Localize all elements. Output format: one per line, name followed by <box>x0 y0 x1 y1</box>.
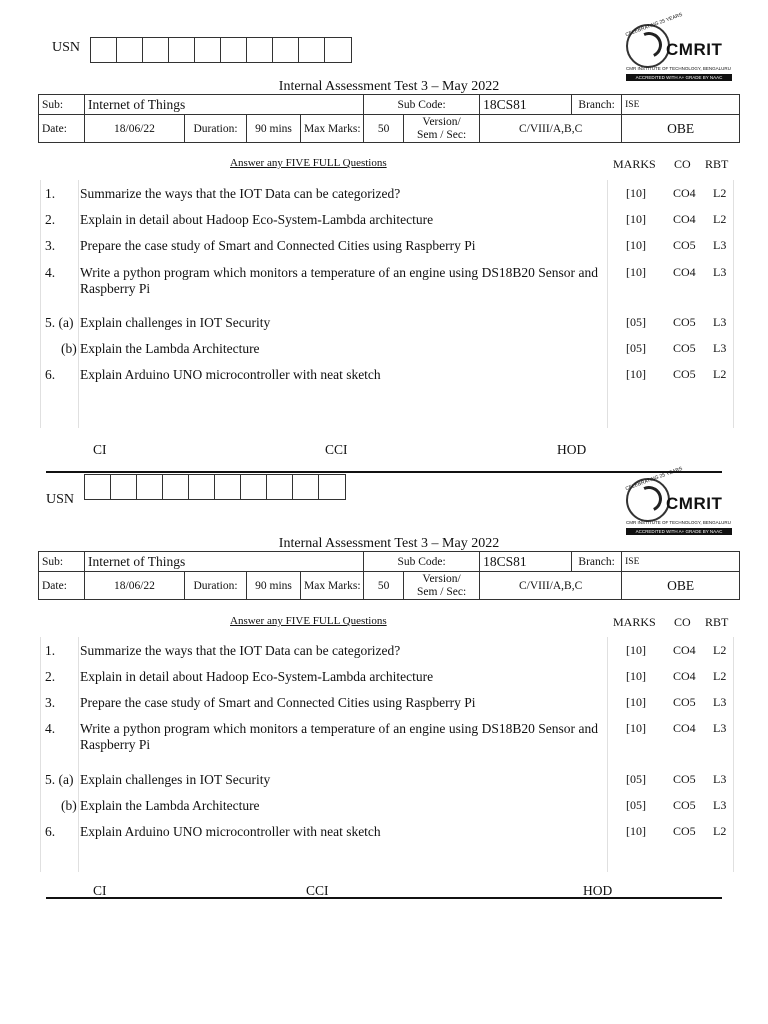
question-text: Write a python program which monitors a temperature of an engine using DS18B20 Sensor and Raspberry Pi <box>80 265 598 296</box>
branch-label: Branch: <box>572 95 622 115</box>
question-rbt: L3 <box>713 341 727 355</box>
usn-digit-box[interactable] <box>247 38 273 62</box>
question-text: Summarize the ways that the IOT Data can be categorized? <box>80 643 401 658</box>
question-rbt: L2 <box>713 643 727 657</box>
question-rbt: L2 <box>713 824 727 838</box>
question-number: 6. <box>45 367 56 382</box>
question-text: Explain the Lambda Architecture <box>80 798 260 813</box>
sem-sec: C/VIII/A,B,C <box>480 572 622 600</box>
question-text: Prepare the case study of Smart and Connected Cities using Raspberry Pi <box>80 238 476 253</box>
exam-info-table <box>38 551 740 600</box>
usn-digit-box[interactable] <box>221 38 247 62</box>
version-label-line2: Sem / Sec: <box>416 128 467 141</box>
marks-header: MARKS <box>613 615 656 629</box>
question-number: 3. <box>45 238 56 253</box>
usn-entry-boxes[interactable] <box>84 474 346 500</box>
rbt-header: RBT <box>705 615 729 629</box>
question-marks: [10] <box>626 669 646 683</box>
question-rbt: L3 <box>713 772 727 786</box>
obe: OBE <box>622 115 740 143</box>
question-text: Summarize the ways that the IOT Data can be categorized? <box>80 186 401 201</box>
test-title: Internal Assessment Test 3 – May 2022 <box>278 79 500 94</box>
question-text: Prepare the case study of Smart and Connected Cities using Raspberry Pi <box>80 695 476 710</box>
question-marks: [10] <box>626 367 646 381</box>
marks-header: MARKS <box>613 157 656 171</box>
max-marks-label: Max Marks: <box>301 572 364 600</box>
exam-date: 18/06/22 <box>85 115 185 143</box>
question-co: CO4 <box>673 643 696 657</box>
branch: ISE <box>622 552 740 572</box>
question-co: CO5 <box>673 824 696 838</box>
version-label-line2: Sem / Sec: <box>416 585 467 598</box>
question-co: CO4 <box>673 212 696 226</box>
usn-digit-box[interactable] <box>241 475 267 499</box>
usn-digit-box[interactable] <box>117 38 143 62</box>
logo-text: CMRIT <box>666 494 723 513</box>
grid-line-marks <box>607 180 608 428</box>
usn-digit-box[interactable] <box>299 38 325 62</box>
logo-tagline: CMR INSTITUTE OF TECHNOLOGY, BENGALURU <box>626 66 731 71</box>
question-number: 3. <box>45 695 56 710</box>
duration-label: Duration: <box>185 572 247 600</box>
question-co: CO5 <box>673 695 696 709</box>
grid-line-left <box>40 637 41 872</box>
grid-line-text <box>78 637 79 872</box>
rbt-header: RBT <box>705 157 729 171</box>
question-number: (b) <box>61 798 77 813</box>
question-marks: [10] <box>626 212 646 226</box>
question-marks: [10] <box>626 721 646 735</box>
question-marks: [05] <box>626 341 646 355</box>
question-marks: [05] <box>626 798 646 812</box>
grid-line-text <box>78 180 79 428</box>
version-label-line1: Version/ <box>422 115 461 128</box>
ci-signature: CI <box>93 883 107 898</box>
obe: OBE <box>622 572 740 600</box>
usn-digit-box[interactable] <box>111 475 137 499</box>
question-rbt: L3 <box>713 798 727 812</box>
question-paper-copy-1 <box>0 0 768 460</box>
question-number: 4. <box>45 721 56 736</box>
question-number: (b) <box>61 341 77 356</box>
date-label: Date: <box>39 115 85 143</box>
co-header: CO <box>674 157 691 171</box>
ci-signature: CI <box>93 442 107 457</box>
sub-code-label: Sub Code: <box>364 95 480 115</box>
branch: ISE <box>622 95 740 115</box>
usn-digit-box[interactable] <box>215 475 241 499</box>
usn-label: USN <box>46 492 75 507</box>
question-text: Explain the Lambda Architecture <box>80 341 260 356</box>
subject-name: Internet of Things <box>85 552 364 572</box>
question-marks: [05] <box>626 772 646 786</box>
cmrit-logo <box>622 11 734 86</box>
question-number: 6. <box>45 824 56 839</box>
usn-digit-box[interactable] <box>85 475 111 499</box>
question-text: Explain Arduino UNO microcontroller with neat sketch <box>80 367 381 382</box>
duration: 90 mins <box>247 115 301 143</box>
hod-signature: HOD <box>557 442 587 457</box>
logo-tagline: CMR INSTITUTE OF TECHNOLOGY, BENGALURU <box>626 520 731 525</box>
exam-info-table <box>38 94 740 143</box>
question-rbt: L2 <box>713 186 727 200</box>
question-number: 2. <box>45 669 56 684</box>
duration: 90 mins <box>247 572 301 600</box>
sub-code: 18CS81 <box>480 552 572 572</box>
question-rbt: L2 <box>713 367 727 381</box>
question-text: Explain in detail about Hadoop Eco-System-Lambda architecture <box>80 669 434 684</box>
usn-digit-box[interactable] <box>163 475 189 499</box>
date-label: Date: <box>39 572 85 600</box>
version-label <box>404 115 480 143</box>
question-co: CO4 <box>673 265 696 279</box>
version-label <box>404 572 480 600</box>
question-marks: [05] <box>626 315 646 329</box>
question-text: Explain challenges in IOT Security <box>80 315 271 330</box>
grid-line-left <box>40 180 41 428</box>
question-co: CO4 <box>673 186 696 200</box>
question-co: CO5 <box>673 798 696 812</box>
grid-line-right <box>733 637 734 872</box>
question-rbt: L2 <box>713 669 727 683</box>
version-label-line1: Version/ <box>422 572 461 585</box>
question-number: 1. <box>45 643 56 658</box>
logo-anniversary: CELEBRATING 25 YEARS <box>624 11 684 39</box>
question-rbt: L2 <box>713 212 727 226</box>
question-marks: [10] <box>626 238 646 252</box>
question-co: CO5 <box>673 238 696 252</box>
co-header: CO <box>674 615 691 629</box>
sub-label: Sub: <box>39 552 85 572</box>
grid-line-marks <box>607 637 608 872</box>
usn-label: USN <box>52 40 81 55</box>
usn-entry-boxes[interactable] <box>90 37 352 63</box>
instruction: Answer any FIVE FULL Questions <box>230 615 387 627</box>
sub-label: Sub: <box>39 95 85 115</box>
duration-label: Duration: <box>185 115 247 143</box>
divider-rule <box>46 897 722 899</box>
question-marks: [10] <box>626 643 646 657</box>
question-text: Explain Arduino UNO microcontroller with neat sketch <box>80 824 381 839</box>
usn-digit-box[interactable] <box>137 475 163 499</box>
sem-sec: C/VIII/A,B,C <box>480 115 622 143</box>
question-rbt: L3 <box>713 315 727 329</box>
usn-digit-box[interactable] <box>267 475 293 499</box>
question-co: CO5 <box>673 772 696 786</box>
usn-digit-box[interactable] <box>273 38 299 62</box>
logo-accreditation: ACCREDITED WITH A+ GRADE BY NAAC <box>626 74 732 81</box>
question-marks: [10] <box>626 695 646 709</box>
usn-digit-box[interactable] <box>91 38 117 62</box>
question-marks: [10] <box>626 265 646 279</box>
question-number: 1. <box>45 186 56 201</box>
question-number: 5. (a) <box>45 772 74 787</box>
question-co: CO4 <box>673 721 696 735</box>
question-marks: [10] <box>626 186 646 200</box>
hod-signature: HOD <box>583 883 613 898</box>
question-co: CO5 <box>673 341 696 355</box>
question-co: CO4 <box>673 669 696 683</box>
question-number: 4. <box>45 265 56 280</box>
sub-code-label: Sub Code: <box>364 552 480 572</box>
question-rbt: L3 <box>713 695 727 709</box>
question-text: Write a python program which monitors a temperature of an engine using DS18B20 Sensor and Raspberry Pi <box>80 721 598 752</box>
question-rbt: L3 <box>713 265 727 279</box>
sub-code: 18CS81 <box>480 95 572 115</box>
cci-signature: CCI <box>325 442 348 457</box>
usn-digit-box[interactable] <box>169 38 195 62</box>
question-number: 5. (a) <box>45 315 74 330</box>
usn-digit-box[interactable] <box>195 38 221 62</box>
instruction: Answer any FIVE FULL Questions <box>230 157 387 169</box>
subject-name: Internet of Things <box>85 95 364 115</box>
question-text: Explain in detail about Hadoop Eco-System-Lambda architecture <box>80 212 434 227</box>
question-paper-copy-2 <box>0 460 768 920</box>
grid-line-right <box>733 180 734 428</box>
question-rbt: L3 <box>713 238 727 252</box>
question-co: CO5 <box>673 367 696 381</box>
question-marks: [10] <box>626 824 646 838</box>
max-marks: 50 <box>364 115 404 143</box>
logo-accreditation: ACCREDITED WITH A+ GRADE BY NAAC <box>626 528 732 535</box>
question-text: Explain challenges in IOT Security <box>80 772 271 787</box>
usn-digit-box[interactable] <box>319 475 345 499</box>
usn-digit-box[interactable] <box>325 38 351 62</box>
cci-signature: CCI <box>306 883 329 898</box>
usn-digit-box[interactable] <box>293 475 319 499</box>
exam-date: 18/06/22 <box>85 572 185 600</box>
question-number: 2. <box>45 212 56 227</box>
question-co: CO5 <box>673 315 696 329</box>
question-rbt: L3 <box>713 721 727 735</box>
cmrit-logo <box>622 465 734 540</box>
logo-text: CMRIT <box>666 40 723 59</box>
max-marks-label: Max Marks: <box>301 115 364 143</box>
test-title: Internal Assessment Test 3 – May 2022 <box>278 536 500 551</box>
max-marks: 50 <box>364 572 404 600</box>
logo-anniversary: CELEBRATING 25 YEARS <box>624 465 684 493</box>
usn-digit-box[interactable] <box>143 38 169 62</box>
usn-digit-box[interactable] <box>189 475 215 499</box>
branch-label: Branch: <box>572 552 622 572</box>
